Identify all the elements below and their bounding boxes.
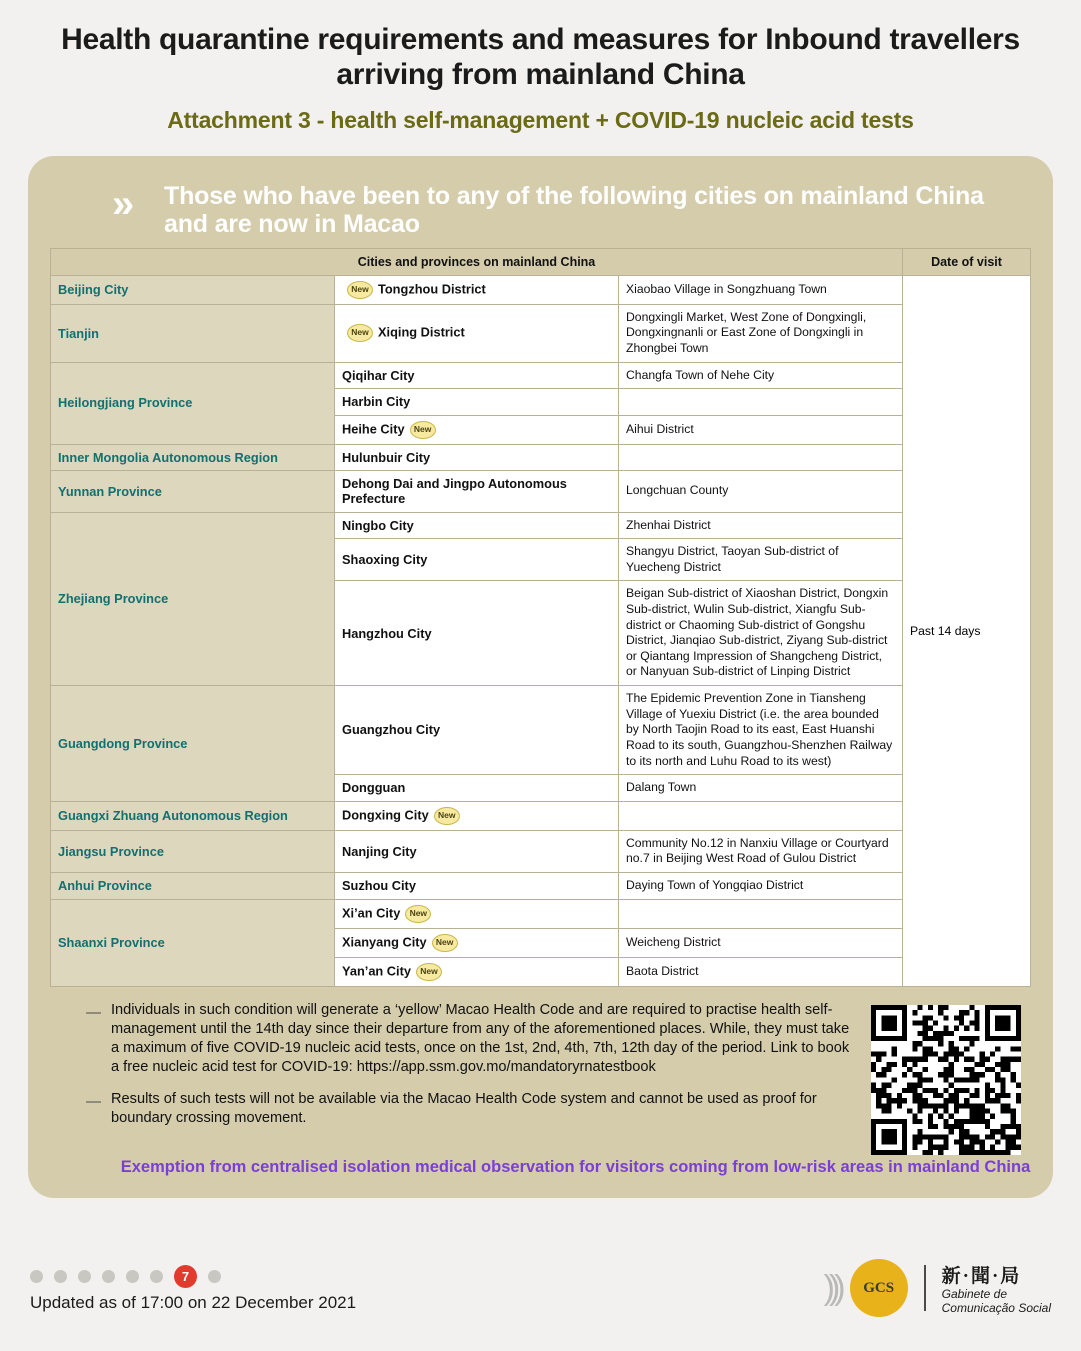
page-dots <box>30 1265 221 1288</box>
note-text-2: Results of such tests will not be available via the Macao Health Code system and cannot be used as proof for boundary crossing movement. <box>111 1090 817 1126</box>
detail-cell: Changfa Town of Nehe City <box>619 362 903 389</box>
note-item <box>86 1001 857 1078</box>
city-label: Harbin City <box>342 394 411 410</box>
city-label: Heihe City <box>342 420 405 436</box>
city-label: Guangzhou City <box>342 722 441 738</box>
table-row <box>51 899 1031 928</box>
table-row <box>51 362 1031 389</box>
table-row <box>51 304 1031 362</box>
city-cell <box>335 304 619 362</box>
detail-cell: Zhenhai District <box>619 512 903 539</box>
detail-cell: Daying Town of Yongqiao District <box>619 872 903 899</box>
page-dot-current[interactable]: 7 <box>174 1265 197 1288</box>
card-header <box>50 176 1031 248</box>
city-label: Dongguan <box>342 780 406 796</box>
gcs-logo <box>824 1259 1051 1317</box>
city-cell <box>335 872 619 899</box>
city-cell <box>335 444 619 470</box>
detail-cell: Dongxingli Market, West Zone of Dongxingli, Dongxingnanli or East Zone of Dongxingli in Zhongbei Town <box>619 304 903 362</box>
logo-circle-icon: GCS <box>850 1259 908 1317</box>
logo-chinese-name: 新·聞·局 <box>941 1265 1022 1287</box>
city-cell <box>335 686 619 775</box>
dash-icon: — <box>86 1003 101 1021</box>
city-cell <box>335 389 619 415</box>
city-label: Xiqing District <box>378 324 465 340</box>
city-cell <box>335 275 619 304</box>
detail-cell: The Epidemic Prevention Zone in Tiansheng Village of Yuexiu District (i.e. the area bounded by North Taojin Road to its east, East Huanshi Road to its south, Guangzhou-Shenzhen Railway to its north and Luhu Road to its west) <box>619 686 903 775</box>
province-cell: Yunnan Province <box>51 470 335 512</box>
city-cell <box>335 415 619 444</box>
page-dot[interactable] <box>102 1270 115 1283</box>
detail-cell: Xiaobao Village in Songzhuang Town <box>619 275 903 304</box>
city-cell <box>335 539 619 581</box>
province-cell: Beijing City <box>51 275 335 304</box>
new-badge: New <box>405 905 431 923</box>
logo-portuguese-name: Gabinete de Comunicação Social <box>941 1286 1051 1315</box>
city-cell <box>335 470 619 512</box>
province-cell: Zhejiang Province <box>51 512 335 685</box>
double-chevron-icon: » <box>112 181 125 226</box>
logo-divider <box>924 1265 926 1311</box>
city-cell <box>335 830 619 872</box>
main-card <box>28 156 1053 1198</box>
table-row <box>51 275 1031 304</box>
province-cell: Heilongjiang Province <box>51 362 335 444</box>
city-label: Dehong Dai and Jingpo Autonomous Prefecture <box>342 475 567 507</box>
note-item <box>86 1090 857 1129</box>
page-dot[interactable] <box>150 1270 163 1283</box>
qr-code-image <box>871 1005 1021 1155</box>
table-row <box>51 801 1031 830</box>
signal-waves-icon: ))) <box>823 1269 840 1307</box>
header-date: Date of visit <box>903 248 1031 275</box>
table-body <box>51 275 1031 986</box>
qr-code[interactable] <box>871 1001 1031 1155</box>
city-cell <box>335 362 619 389</box>
detail-cell: Dalang Town <box>619 775 903 802</box>
province-cell: Jiangsu Province <box>51 830 335 872</box>
city-label: Hangzhou City <box>342 625 432 641</box>
new-badge: New <box>432 934 458 952</box>
page-dot[interactable] <box>30 1270 43 1283</box>
detail-cell <box>619 801 903 830</box>
table-row <box>51 470 1031 512</box>
detail-cell: Shangyu District, Taoyan Sub-district of Yuecheng District <box>619 539 903 581</box>
city-label: Hulunbuir City <box>342 449 431 465</box>
cities-table <box>50 248 1031 987</box>
city-cell <box>335 801 619 830</box>
city-cell <box>335 581 619 686</box>
city-label: Qiqihar City <box>342 367 415 383</box>
date-of-visit-cell: Past 14 days <box>903 275 1031 986</box>
city-label: Yan’an City <box>342 962 411 978</box>
note-text-1: Individuals in such condition will generate a ‘yellow’ Macao Health Code and are required to practise health self-management until the 14th day since their departure from any of the aforementioned places. While, they must take a maximum of five COVID-19 nucleic acid tests, once on the 1st, 2nd, 4th, 7th, 12th day of the period. Link to book a free nucleic acid test for COVID-19: https://app.ssm.gov.mo/mandatoryrnatestbook <box>111 1001 850 1076</box>
city-label: Xianyang City <box>342 933 427 949</box>
exemption-text: Exemption from centralised isolation medical observation for visitors coming from low-risk areas in mainland China <box>120 1157 1031 1176</box>
detail-cell: Longchuan County <box>619 470 903 512</box>
new-badge: New <box>416 963 442 981</box>
detail-cell <box>619 444 903 470</box>
page-dot[interactable] <box>126 1270 139 1283</box>
city-cell <box>335 899 619 928</box>
city-label: Tongzhou District <box>378 281 486 297</box>
table-row <box>51 872 1031 899</box>
city-label: Nanjing City <box>342 843 417 859</box>
table-row <box>51 512 1031 539</box>
new-badge: New <box>410 421 436 439</box>
city-cell <box>335 957 619 986</box>
page-title: Health quarantine requirements and measures for Inbound travellers arriving from mainland China <box>61 23 1020 92</box>
detail-cell: Weicheng District <box>619 928 903 957</box>
footer <box>0 1255 1081 1351</box>
table-row <box>51 686 1031 775</box>
dash-icon: — <box>86 1092 101 1110</box>
detail-cell: Community No.12 in Nanxiu Village or Courtyard no.7 in Beijing West Road of Gulou District <box>619 830 903 872</box>
page-dot[interactable] <box>54 1270 67 1283</box>
page-dot[interactable] <box>78 1270 91 1283</box>
new-badge: New <box>347 281 373 299</box>
province-cell: Inner Mongolia Autonomous Region <box>51 444 335 470</box>
new-badge: New <box>347 324 373 342</box>
province-cell: Tianjin <box>51 304 335 362</box>
new-badge: New <box>434 807 460 825</box>
detail-cell: Beigan Sub-district of Xiaoshan District, Dongxin Sub-district, Wulin Sub-district, Xiangfu Sub-district or Chaoming Sub-district of Gongshu District, Jianqiao Sub-district, Ziyang Sub-district or Qiantang Impression of Shangcheng District, or Nanyuan Sub-district of Linping District <box>619 581 903 686</box>
detail-cell: Baota District <box>619 957 903 986</box>
page-dot[interactable] <box>208 1270 221 1283</box>
detail-cell <box>619 389 903 415</box>
notes-section <box>50 1001 1031 1155</box>
city-label: Suzhou City <box>342 878 416 894</box>
table-row <box>51 830 1031 872</box>
province-cell: Guangxi Zhuang Autonomous Region <box>51 801 335 830</box>
city-cell <box>335 775 619 802</box>
detail-cell: Aihui District <box>619 415 903 444</box>
city-label: Ningbo City <box>342 517 414 533</box>
card-heading-text: Those who have been to any of the following cities on mainland China and are now in Macao <box>164 181 984 238</box>
updated-timestamp: Updated as of 17:00 on 22 December 2021 <box>30 1293 357 1312</box>
province-cell: Guangdong Province <box>51 686 335 802</box>
province-cell: Anhui Province <box>51 872 335 899</box>
detail-cell <box>619 899 903 928</box>
table-row <box>51 444 1031 470</box>
city-cell <box>335 928 619 957</box>
city-label: Shaoxing City <box>342 552 428 568</box>
table-header-row <box>51 248 1031 275</box>
page-subtitle: Attachment 3 - health self-management + COVID-19 nucleic acid tests <box>167 106 914 133</box>
city-label: Dongxing City <box>342 807 429 823</box>
header-cities: Cities and provinces on mainland China <box>51 248 903 275</box>
province-cell: Shaanxi Province <box>51 899 335 986</box>
city-label: Xi’an City <box>342 904 401 920</box>
city-cell <box>335 512 619 539</box>
